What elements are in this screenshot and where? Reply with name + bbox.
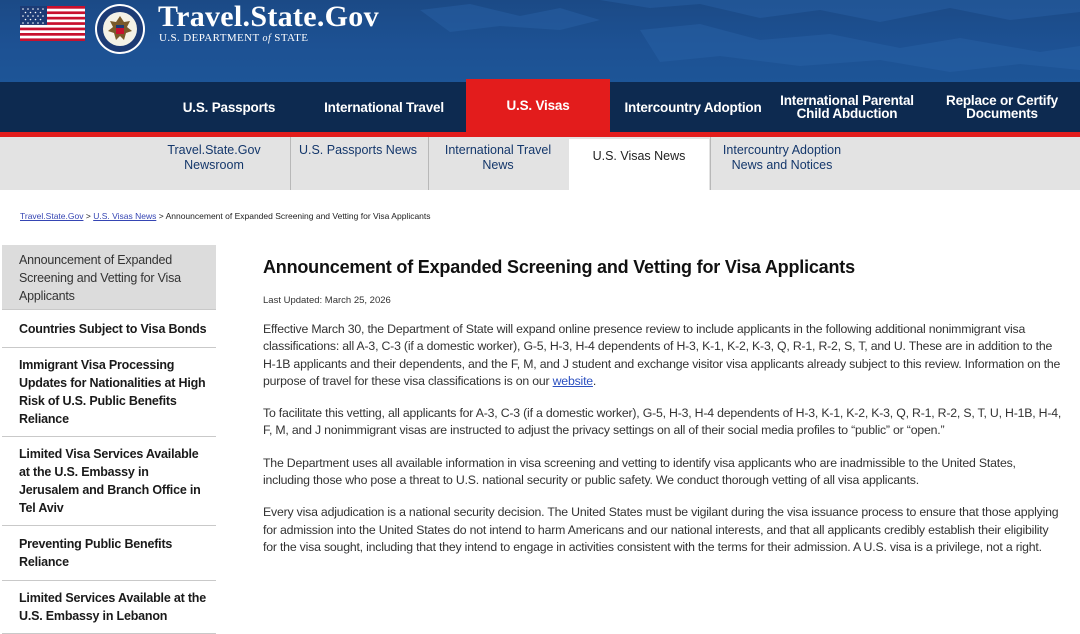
subnav-label: U.S. Visas News — [592, 149, 686, 163]
breadcrumb-link-home[interactable]: Travel.State.Gov — [20, 211, 84, 221]
site-subtitle — [159, 32, 308, 44]
paragraph-text: Effective March 30, the Department of State will expand online presence review to include applicants in the following additional nonimmigrant visa classifications: all A-3, C-3 (if a domestic worker), G-5, H-3, H-4 dependents of H-3, K-1, K-2, K-3, Q, R-1, R-2, S, T, and U. These are in addition to the H-1B applicants and their dependents, and the F, M, and J student and exchange visitor visa applicants already subject to this review. Information on the purpose of travel for these visa classifications is on our — [263, 322, 1061, 388]
website-link[interactable]: website — [552, 373, 593, 388]
nav-item-intercountry-adoption[interactable]: Intercountry Adoption — [624, 99, 762, 115]
nav-item-parental-child-abduction[interactable]: International Parental Child Abduction — [780, 93, 914, 121]
article-paragraph: Every visa adjudication is a national security decision. The United States must be vigilant during the visa issuance process to ensure that those applying for admission into the United States do not intend to harm Americans and our national interests, and that all applicants credibly establish their eligibility for the visa sought, including that they intend to engage in activities consistent with the terms for their admission. A U.S. visa is a privilege, not a right. — [263, 505, 1059, 554]
breadcrumb-current: Announcement of Expanded Screening and Vetting for Visa Applicants — [165, 211, 431, 221]
site-title[interactable]: Travel.State.Gov — [158, 0, 379, 33]
paragraph-text: . — [592, 373, 597, 388]
subtitle-part: U.S. DEPARTMENT — [159, 32, 260, 44]
subnav-item-international-travel-news[interactable] — [428, 137, 567, 190]
article-paragraph — [263, 321, 1063, 390]
us-flag-icon — [20, 6, 85, 41]
sidebar-nav — [2, 245, 216, 634]
sidebar-item-public-benefits[interactable]: Preventing Public Benefits Reliance — [2, 526, 216, 581]
article-paragraph: The Department uses all available information in visa screening and vetting to identify visa applicants who are inadmissible to the United States, including those who pose a threat to U.S. national security or public safety. We conduct thorough vetting of all visa applicants. — [263, 455, 1016, 488]
article — [263, 257, 1063, 556]
subnav-label: Travel.State.Gov Newsroom — [167, 143, 261, 172]
primary-nav — [0, 82, 1080, 132]
subtitle-part: of — [262, 33, 272, 44]
sidebar-item-lebanon-services[interactable]: Limited Services Available at the U.S. Embassy in Lebanon — [2, 581, 216, 634]
sidebar-item-jerusalem-services[interactable]: Limited Visa Services Available at the U.S. Embassy in Jerusalem and Branch Office in Tel Aviv — [2, 437, 216, 526]
nav-item-us-passports[interactable]: U.S. Passports — [182, 99, 276, 115]
breadcrumb-separator: > — [85, 211, 91, 221]
breadcrumb-link-visas-news[interactable]: U.S. Visas News — [93, 211, 157, 221]
sidebar-item-immigrant-visa-processing[interactable]: Immigrant Visa Processing Updates for Nationalities at High Risk of U.S. Public Benefits Reliance — [2, 348, 216, 437]
nav-item-us-visas[interactable]: U.S. Visas — [466, 79, 610, 132]
subnav-label: U.S. Passports News — [298, 143, 418, 157]
sidebar-item-visa-bonds[interactable]: Countries Subject to Visa Bonds — [2, 310, 216, 348]
subnav-item-visas-news[interactable] — [569, 139, 709, 192]
last-updated: Last Updated: March 25, 2026 — [263, 295, 391, 306]
secondary-nav — [0, 137, 1080, 190]
subnav-label: Intercountry Adoption News and Notices — [722, 143, 842, 172]
nav-item-replace-certify-documents[interactable]: Replace or Certify Documents — [946, 93, 1058, 121]
article-paragraph: To facilitate this vetting, all applicants for A-3, C-3 (if a domestic worker), G-5, H-3, H-4 dependents of H-3, K-1, K-2, K-3, Q, R-1, R-2, S, T, U, H-1B, H-4, F, M, and J nonimmigrant visas are instructed to adjust the privacy settings on all of their social media profiles to “public” or “open.” — [263, 406, 1062, 438]
article-title: Announcement of Expanded Screening and Vetting for Visa Applicants — [263, 257, 855, 277]
subnav-item-passports-news[interactable] — [290, 137, 425, 190]
breadcrumb-separator: > — [158, 211, 164, 221]
subnav-item-newsroom[interactable] — [160, 137, 268, 190]
sidebar-item-expanded-screening[interactable]: Announcement of Expanded Screening and Vetting for Visa Applicants — [2, 245, 216, 310]
breadcrumb — [20, 211, 431, 221]
subnav-label: International Travel News — [444, 143, 552, 172]
nav-item-international-travel[interactable]: International Travel — [324, 99, 444, 115]
subnav-item-adoption-news[interactable] — [710, 137, 853, 190]
site-header — [0, 0, 1080, 82]
subtitle-part: STATE — [274, 32, 309, 44]
department-of-state-seal-icon — [94, 3, 146, 55]
